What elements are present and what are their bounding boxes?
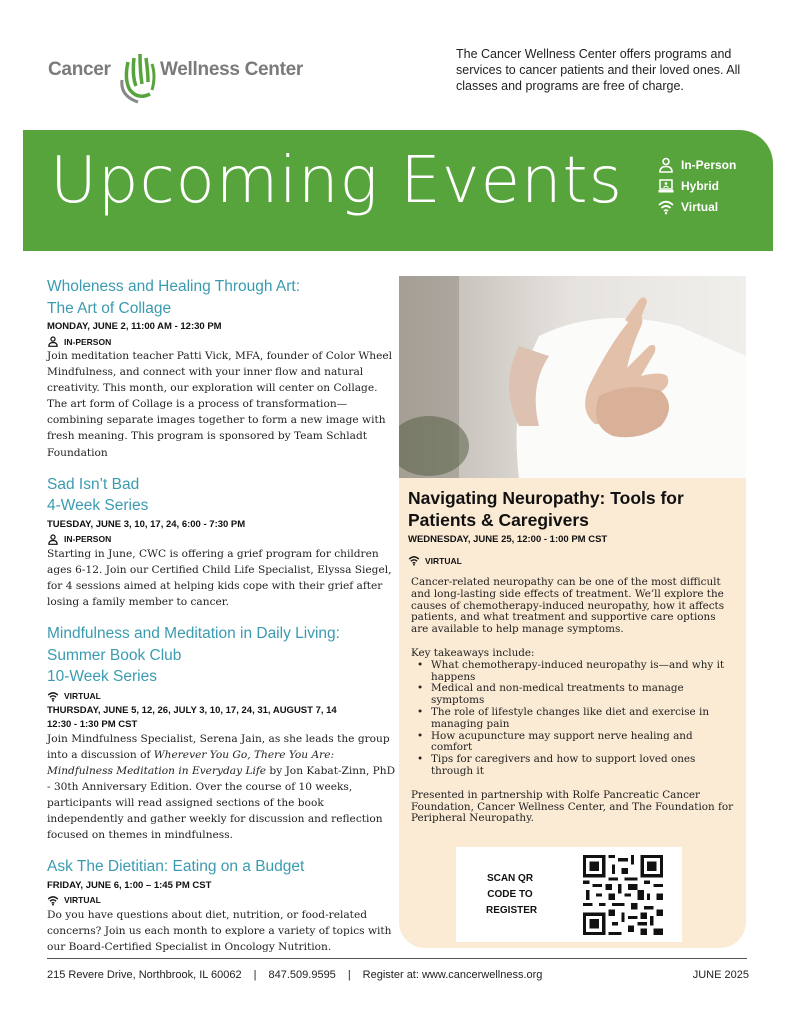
- event-title: Sad Isn’t Bad: [47, 475, 140, 493]
- event-mode-label: IN-PERSON: [64, 534, 112, 545]
- event-description: [47, 731, 399, 844]
- event-date: MONDAY, JUNE 2, 11:00 AM - 12:30 PM: [47, 321, 222, 332]
- takeaway-item: • Medical and non-medical treatments to manage symptoms: [411, 683, 736, 707]
- footer: [47, 969, 749, 981]
- person-icon: [658, 157, 674, 173]
- hands-photo: [399, 276, 746, 478]
- event-date: FRIDAY, JUNE 6, 1:00 – 1:45 PM CST: [47, 879, 212, 891]
- qr-label: SCAN QR CODE TO REGISTER: [486, 873, 538, 916]
- event-title: 4-Week Series: [47, 497, 149, 515]
- footer-separator: |: [253, 969, 257, 981]
- event-title: The Art of Collage: [47, 299, 172, 317]
- feature-date: WEDNESDAY, JUNE 25, 12:00 - 1:00 PM CST: [408, 534, 608, 545]
- legend-virtual: [658, 196, 736, 217]
- legend-label: Hybrid: [681, 178, 720, 193]
- event-title: Wholeness and Healing Through Art:: [47, 278, 301, 295]
- event-title: Mindfulness and Meditation in Daily Living:: [47, 625, 340, 643]
- footer-divider: [47, 958, 747, 959]
- footer-phone[interactable]: 847.509.9595: [268, 969, 336, 981]
- event-date: TUESDAY, JUNE 3, 10, 17, 24, 6:00 - 7:30 PM: [47, 518, 246, 530]
- page-title: Upcoming Events: [50, 144, 623, 218]
- takeaway-item: • Tips for caregivers and how to support loved ones through it: [411, 754, 736, 778]
- footer-address: 215 Revere Drive, Northbrook, IL 60062: [47, 969, 242, 981]
- legend-in-person: [658, 154, 736, 175]
- event-description: Do you have questions about diet, nutrition, or food-related concerns? Join us each month to explore a variety of topics with our Board-Certified Specialist in Oncology Nutrition.: [47, 908, 392, 953]
- event-title: Summer Book Club: [47, 646, 182, 664]
- event-description-part: by Jon Kabat-Zinn, PhD - 30th Anniversary Edition. Over the course of 10 weeks, participants will read assigned sections of the book independently and gather weekly for discussion and reflection focused on themes in mindfulness.: [47, 764, 396, 842]
- event-art-of-collage: [47, 276, 399, 461]
- legend: [658, 154, 736, 217]
- event-mode-label: VIRTUAL: [64, 895, 101, 906]
- logo-mark-icon: [116, 50, 162, 108]
- feature-intro: Cancer-related neuropathy can be one of the most difficult and long-lasting side effects of treatment. We’ll explore the causes of chemotherapy-induced neuropathy, how it affects patients, and what treatment and supportive care options are available to help manage symptoms.: [411, 576, 725, 636]
- event-mode: [47, 894, 399, 907]
- book-title: Wherever You Go, There You Are: Mindfulness Meditation in Everyday Life: [47, 748, 335, 777]
- feature-mode: [408, 555, 462, 566]
- wifi-icon: [47, 691, 59, 702]
- event-description: Join meditation teacher Patti Vick, MFA, founder of Color Wheel Mindfulness, and connect with your inner flow and natural creativity. This month, our exploration will center on Collage. The art form of Collage is a process of transformation—combining separate images together to form a new image with fresh meaning. This program is sponsored by Team Schladt Foundation: [47, 350, 393, 459]
- event-mode: [47, 690, 399, 703]
- legend-label: In-Person: [681, 157, 737, 172]
- wifi-icon: [658, 199, 674, 215]
- intro-text: The Cancer Wellness Center offers programs and services to cancer patients and their loved ones. All classes and programs are free of charge.: [456, 47, 741, 93]
- feature-partners: Presented in partnership with Rolfe Pancreatic Cancer Foundation, Cancer Wellness Center, and The Foundation for Peripheral Neuropathy.: [411, 788, 734, 825]
- takeaway-item: • How acupuncture may support nerve healing and comfort: [411, 731, 736, 755]
- wifi-icon: [408, 555, 420, 566]
- feature-title: Navigating Neuropathy: Tools for Patients & Caregivers: [408, 488, 684, 530]
- footer-contact: [47, 969, 542, 981]
- event-ask-the-dietitian: [47, 856, 399, 955]
- event-time: 12:30 - 1:30 PM CST: [47, 718, 138, 730]
- logo-text-wellness: Wellness Center: [160, 59, 303, 80]
- person-icon: [47, 336, 59, 347]
- hands-illustration: [399, 276, 746, 478]
- event-mode: [47, 533, 399, 546]
- takeaways-heading: Key takeaways include:: [411, 646, 535, 659]
- legend-hybrid: [658, 175, 736, 196]
- event-book-club: [47, 623, 399, 843]
- footer-separator: |: [347, 969, 351, 981]
- event-mode-label: VIRTUAL: [64, 691, 101, 702]
- banner: [23, 130, 773, 251]
- event-date: THURSDAY, JUNE 5, 12, 26, JULY 3, 10, 17, 24, 31, AUGUST 7, 14: [47, 704, 337, 716]
- laptop-icon: [658, 178, 674, 194]
- legend-label: Virtual: [681, 199, 719, 214]
- event-sad-isnt-bad: [47, 474, 399, 610]
- events-list: [47, 276, 399, 968]
- event-mode-label: IN-PERSON: [64, 336, 112, 347]
- wifi-icon: [47, 895, 59, 906]
- event-title: Ask The Dietitian: Eating on a Budget: [47, 858, 305, 876]
- takeaway-item: • The role of lifestyle changes like diet and exercise in managing pain: [411, 707, 736, 731]
- footer-register-link[interactable]: Register at: www.cancerwellness.org: [362, 969, 543, 981]
- feature-event-card: [399, 478, 746, 948]
- event-description-part: Join Mindfulness Specialist, Serena Jain, as she leads the group into a discussion of: [47, 732, 390, 761]
- feature-body: [411, 577, 736, 837]
- takeaways-list: [411, 660, 736, 778]
- person-icon: [47, 534, 59, 545]
- feature-mode-label: VIRTUAL: [425, 555, 462, 566]
- event-description: Starting in June, CWC is offering a grief program for children ages 6-12. Join our Certified Child Life Specialist, Elyssa Siegel, for 4 sessions aimed at helping kids cope with their grief after losing a family member to cancer.: [47, 547, 392, 608]
- qr-code-icon[interactable]: [583, 855, 663, 935]
- takeaway-item: • What chemotherapy-induced neuropathy is—and why it happens: [411, 660, 736, 684]
- footer-issue-date: JUNE 2025: [692, 969, 749, 981]
- event-mode: [47, 335, 399, 348]
- logo-text-cancer: Cancer: [48, 59, 111, 80]
- logo: [48, 50, 303, 108]
- event-title: 10-Week Series: [47, 668, 157, 686]
- qr-register-box[interactable]: [456, 847, 682, 942]
